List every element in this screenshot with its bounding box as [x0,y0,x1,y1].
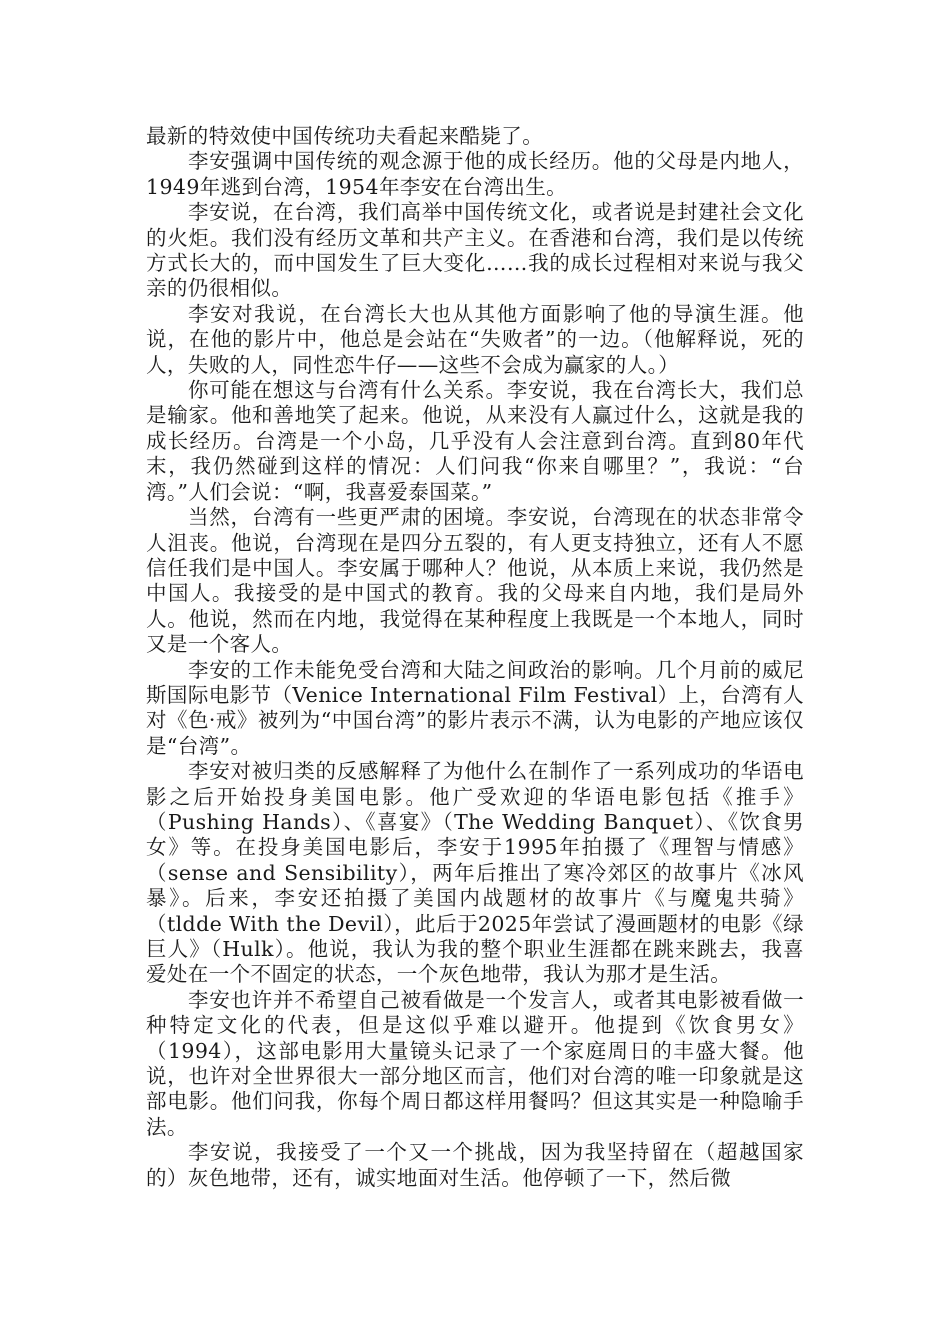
paragraph: 李安说，我接受了一个又一个挑战，因为我坚持留在（超越国家的）灰色地带，还有，诚实地面对生活。他停顿了一下，然后微 [146,1140,804,1190]
paragraph: 你可能在想这与台湾有什么关系。李安说，我在台湾长大，我们总是输家。他和善地笑了起来。他说，从来没有人赢过什么，这就是我的成长经历。台湾是一个小岛，几乎没有人会注意到台湾。直到80年代末，我仍然碰到这样的情况：人们问我“你来自哪里？”，我说：“台湾。”人们会说：“啊，我喜爱泰国菜。” [146,378,804,504]
paragraph: 李安说，在台湾，我们高举中国传统文化，或者说是封建社会文化的火炬。我们没有经历文革和共产主义。在香港和台湾，我们是以传统方式长大的，而中国发生了巨大变化……我的成长过程相对来说与我父亲的仍很相似。 [146,200,804,301]
document-page [146,124,804,1191]
paragraph: 最新的特效使中国传统功夫看起来酷毙了。 [146,124,544,148]
paragraph: 李安对被归类的反感解释了为他什么在制作了一系列成功的华语电影之后开始投身美国电影。他广受欢迎的华语电影包括《推手》（Pushing Hands）、《喜宴》（The Wedding Banquet）、《饮食男女》等。在投身美国电影后，李安于1995年拍摄了《理智与情感》（sense and Sensibility），两年后推出了寒冷郊区的故事片《冰风暴》。后来，李安还拍摄了美国内战题材的故事片《与魔鬼共骑》（tldde With the Devil），此后于2025年尝试了漫画题材的电影《绿巨人》（Hulk）。他说，我认为我的整个职业生涯都在跳来跳去，我喜爱处在一个不固定的状态，一个灰色地带，我认为那才是生活。 [146,759,804,987]
paragraph: 李安对我说，在台湾长大也从其他方面影响了他的导演生涯。他说，在他的影片中，他总是会站在“失败者”的一边。（他解释说，死的人，失败的人，同性恋牛仔——这些不会成为赢家的人。） [146,301,804,377]
paragraph: 当然，台湾有一些更严肃的困境。李安说，台湾现在的状态非常令人沮丧。他说，台湾现在是四分五裂的，有人更支持独立，还有人不愿信任我们是中国人。李安属于哪种人？他说，从本质上来说，我仍然是中国人。我接受的是中国式的教育。我的父母来自内地，我们是局外人。他说，然而在内地，我觉得在某种程度上我既是一个本地人，同时又是一个客人。 [146,505,804,657]
paragraph: 李安的工作未能免受台湾和大陆之间政治的影响。几个月前的威尼斯国际电影节（Venice International Film Festival）上，台湾有人对《色·戒》被列为“中国台湾”的影片表示不满，认为电影的产地应该仅是“台湾”。 [146,657,804,758]
paragraph: 李安强调中国传统的观念源于他的成长经历。他的父母是内地人，1949年逃到台湾，1954年李安在台湾出生。 [146,149,804,199]
paragraph: 李安也许并不希望自己被看做是一个发言人，或者其电影被看做一种特定文化的代表，但是这似乎难以避开。他提到《饮食男女》（1994），这部电影用大量镜头记录了一个家庭周日的丰盛大餐。他说，也许对全世界很大一部分地区而言，他们对台湾的唯一印象就是这部电影。他们问我，你每个周日都这样用餐吗？但这其实是一种隐喻手法。 [146,987,804,1139]
